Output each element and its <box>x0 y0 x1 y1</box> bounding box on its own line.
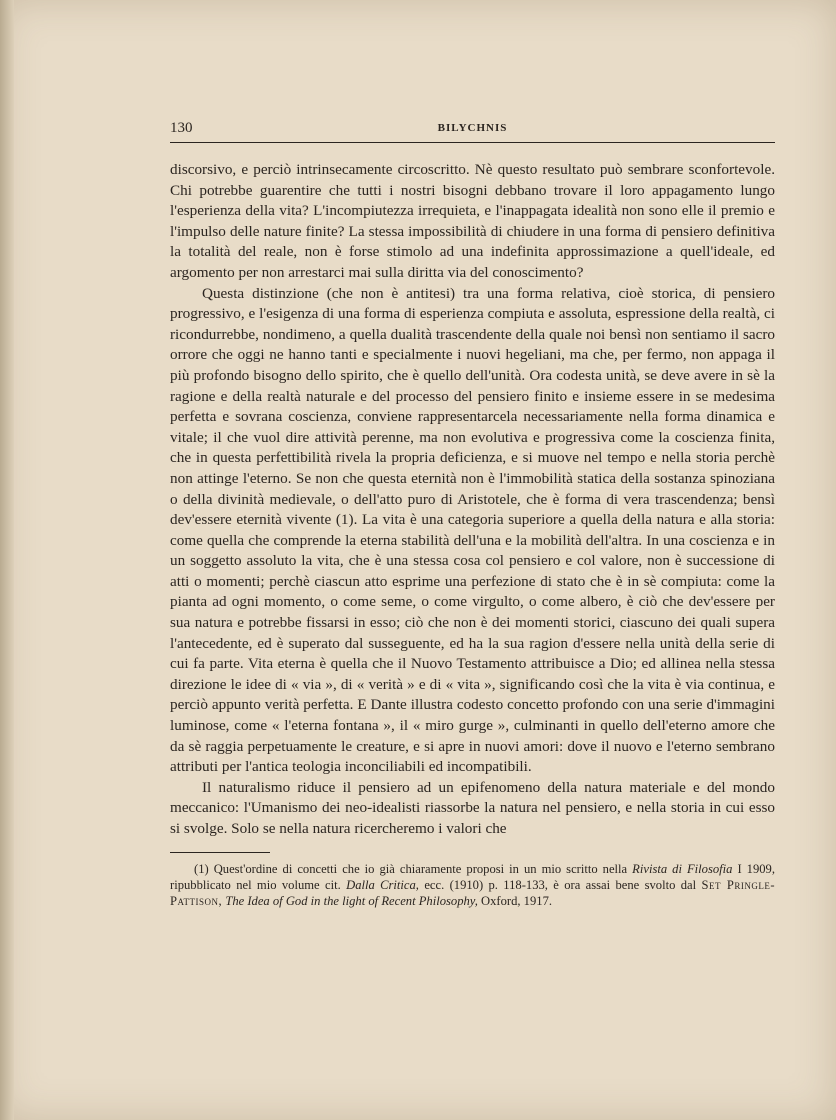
footnote-text: I 1909, ripubblicato nel mio volume cit. <box>170 862 775 892</box>
footnote-text: (1) Quest'ordine di concetti che io già chiaramente proposi in un mio scritto nella <box>194 862 628 876</box>
footnote-author: Set Pringle-Pattison, <box>170 878 776 908</box>
footnote-rule <box>170 852 270 853</box>
main-text <box>170 160 775 840</box>
page-number: 130 <box>170 120 193 136</box>
page-binding-edge <box>0 0 14 1120</box>
footnote-book-title: Dalla Critica, <box>346 878 419 892</box>
paragraph: Il naturalismo riduce il pensiero ad un epifenomeno della natura materiale e del mondo meccanico: l'Umanismo dei neo-idealisti riassorbe la natura nel pensiero, e nella storia in cui esso si svolge. Solo se nella natura ricercheremo i valori che <box>170 778 775 837</box>
footnote-book-title: The Idea of God in the light of Recent Philosophy, <box>225 894 478 908</box>
footnote-journal: Rivista di Filosofia <box>632 862 733 876</box>
footnote-text: Oxford, 1917. <box>481 894 553 908</box>
running-title: BILYCHNIS <box>437 122 508 134</box>
paragraph: Questa distinzione (che non è antitesi) tra una forma relativa, cioè storica, di pensiero progressivo, e l'esigenza di una forma di esperienza compiuta e assoluta, espressione della realtà, ci ricondurrebbe, nondimeno, a quella dualità trascendente della quale noi bensì non sentiamo il sacro orrore che oggi ne hanno tanti e specialmente i nuovi hegeliani, ma che, per fermo, non appaga il più profondo bisogno dello spirito, che è quello dell'unità. Ora codesta unità, se deve avere in sè la ragione e della realtà naturale e del processo del pensiero finito e insieme essere in se medesima perfetta e sovrana coscienza, conviene rappresentarcela necessariamente nella forma dinamica e vitale; il che vuol dire attività perenne, ma non evolutiva e progressiva come la coscienza finita, che in questa perfettibilità rivela la propria deficienza, e si muove nel tempo e nella storia perchè non attinge l'eterno. Se non che questa eternità non è l'immobilità statica della sostanza spinoziana o della divinità medievale, o dell'atto puro di Aristotele, che è forma di vera trascendenza; bensì dev'essere eternità vivente (1). La vita è una categoria superiore a quella della natura e alla storia: come quella che comprende la eterna stabilità dell'una e la mobilità dell'altra. In una coscienza e in un soggetto assoluto la vita, che è una stessa cosa col pensiero e col valore, non è successione di atti o momenti; perchè ciascun atto esprime una perfezione di stato che è in sè compiuta: come la pianta ad ogni momento, o come seme, o come virgulto, o come albero, è ciò che dev'essere per sua natura e potrebbe fissarsi in esso; ciò che non è dei momenti storici, ciascuno dei quali supera l'antecedente, ed è superato dal susseguente, ed ha la sua ragion d'essere nella unità della serie di cui fa parte. Vita eterna è quella che il Nuovo Testamento attribuisce a Dio; ed allinea nella stessa direzione le idee di « via », di « verità » e di « vita », significando così che la vita è via continua, e perciò appunto verità perfetta. E Dante illustra codesto concetto profondo con una serie d'immagini luminose, come « l'eterna fontana », il « miro gurge », culminanti in quello dell'eterno amore che da sè raggia perpetuamente le creature, e si apre in nuovi amori: dove il nuovo e l'eterno sembrano attributi per l'antica teologia inconciliabili ed incompatibili. <box>170 284 775 776</box>
footnote <box>170 861 775 909</box>
page-header <box>170 118 775 143</box>
footnote-text: ecc. (1910) p. 118-133, è ora assai bene svolto dal <box>424 878 697 892</box>
paragraph: discorsivo, e perciò intrinsecamente circoscritto. Nè questo resultato può sembrare sconfortevole. Chi potrebbe guarentire che tutti i nostri bisogni debbano trovare il loro appagamento lungo l'esperienza della vita? L'incompiutezza irrequieta, e l'inappagata idealità non sono elle il premio e l'impulso delle nature finite? La stessa impossibilità di chiudere in una forma di pensiero definitiva la totalità del reale, non è forse stimolo ad una indefinita approssimazione a quell'ideale, ed argomento per non arrestarci mai sulla diritta via del conoscimento? <box>170 161 775 281</box>
